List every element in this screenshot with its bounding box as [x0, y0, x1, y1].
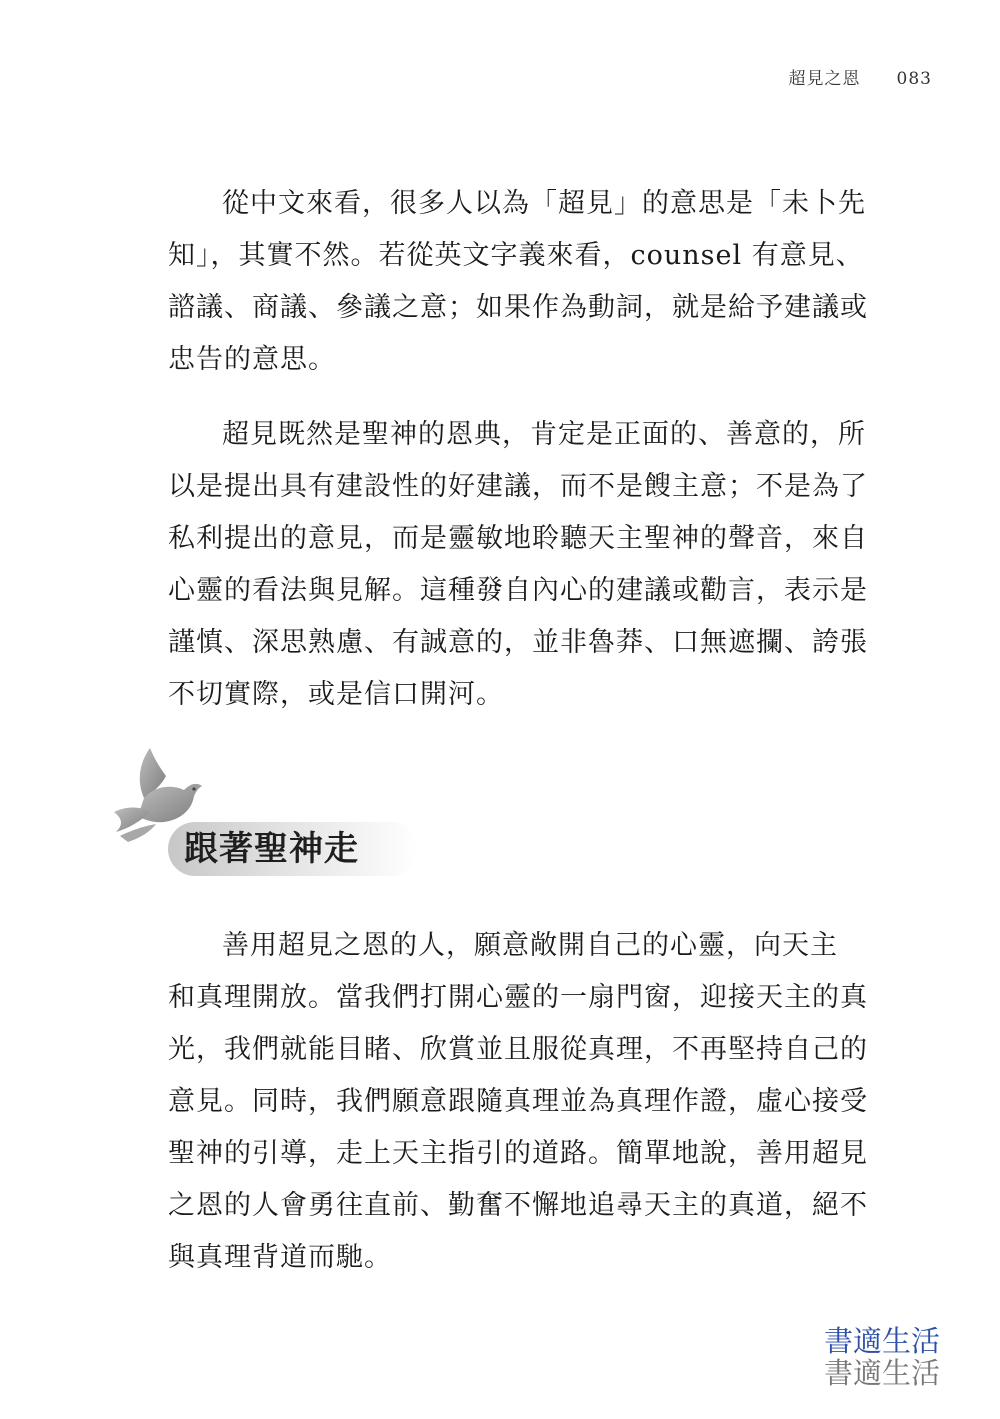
text-line: 謹慎、深思熟慮、有誠意的，並非魯莽、口無遮攔、誇張 [168, 627, 868, 658]
text-line: 諮議、商議、參議之意；如果作為動詞，就是給予建議或 [168, 292, 868, 323]
text-line: 與真理背道而馳。 [168, 1242, 392, 1273]
section-title: 超見之恩 [788, 69, 861, 89]
text-line: 以是提出具有建設性的好建議，而不是餿主意；不是為了 [168, 471, 868, 502]
section-heading [110, 740, 430, 890]
text-line: 知」，其實不然。若從英文字義來看，counsel 有意見、 [168, 240, 864, 271]
text-line: 私利提出的意見，而是靈敏地聆聽天主聖神的聲音，來自 [168, 523, 868, 554]
running-head [789, 64, 932, 89]
paragraph-counsel-grace [168, 409, 868, 721]
paragraph-counsel-meaning [168, 178, 868, 386]
publisher-watermark [824, 1325, 940, 1389]
watermark-line-primary: 書適生活 [823, 1324, 940, 1358]
text-line: 聖神的引導，走上天主指引的道路。簡單地說，善用超見 [168, 1138, 868, 1169]
text-line: 不切實際，或是信口開河。 [168, 679, 504, 710]
paragraph-using-counsel [168, 920, 868, 1284]
text-line: 心靈的看法與見解。這種發自內心的建議或勸言，表示是 [168, 575, 868, 606]
text-line: 意見。同時，我們願意跟隨真理並為真理作證，虛心接受 [168, 1086, 868, 1117]
text-line: 之恩的人會勇往直前、勤奮不懈地追尋天主的真道，絕不 [168, 1190, 868, 1221]
text-line: 從中文來看，很多人以為「超見」的意思是「未卜先 [222, 188, 866, 219]
text-line: 光，我們就能目睹、欣賞並且服從真理，不再堅持自己的 [168, 1034, 868, 1065]
text-line: 善用超見之恩的人，願意敞開自己的心靈，向天主 [222, 930, 838, 961]
watermark-line-secondary: 書適生活 [823, 1356, 940, 1390]
section-heading-text: 跟著聖神走 [184, 829, 359, 869]
page-number: 083 [896, 69, 932, 89]
text-line: 和真理開放。當我們打開心靈的一扇門窗，迎接天主的真 [168, 982, 868, 1013]
text-line: 忠告的意思。 [168, 344, 336, 375]
text-line: 超見既然是聖神的恩典，肯定是正面的、善意的，所 [222, 419, 866, 450]
